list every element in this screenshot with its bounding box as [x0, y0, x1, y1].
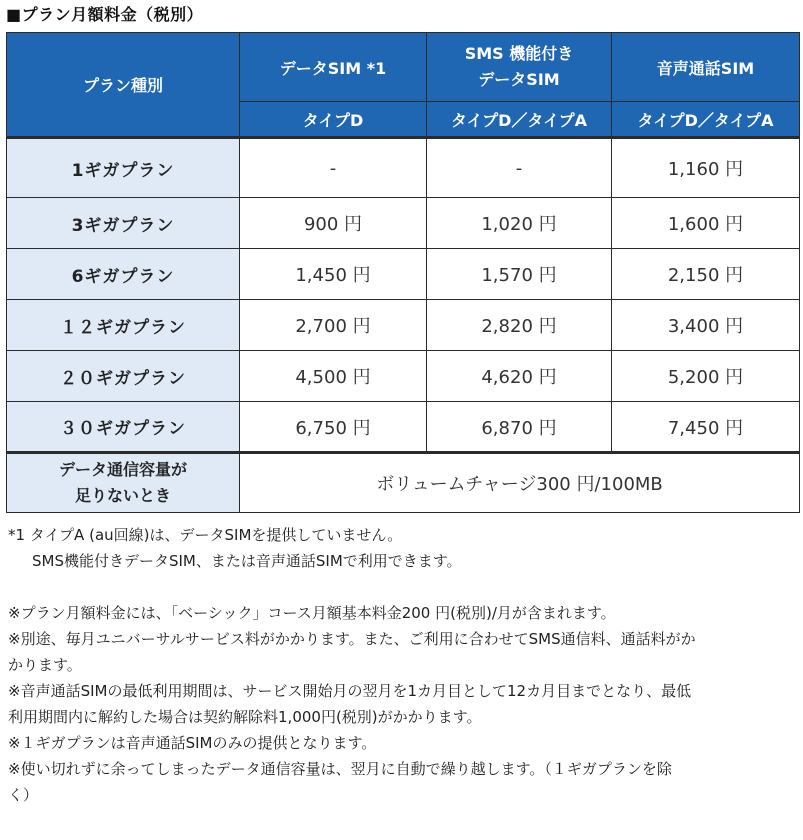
header-sms-data-sim [427, 33, 612, 102]
price-table [6, 32, 800, 513]
note-line: く） [8, 786, 39, 804]
header-sms-line2: データSIM [478, 70, 560, 89]
note-line: ※別途、毎月ユニバーサルサービス料がかかります。また、ご利用に合わせてSMS通信料、通話料がか [8, 630, 696, 648]
table-row [7, 351, 800, 402]
header-sms-line1: SMS 機能付き [464, 44, 574, 63]
footer-label [7, 453, 240, 513]
page-title: ■プラン月額料金（税別） [6, 5, 204, 24]
note-line: ※音声通話SIMの最低利用期間は、サービス開始月の翌月を1カ月目として12カ月目までとなり、最低 [8, 682, 692, 700]
price-voice-sim: 1,600 円 [612, 198, 800, 249]
header-voice-sim: 音声通話SIM [612, 33, 800, 102]
subheader-voice-sim: タイプD／タイプA [612, 102, 800, 138]
note-line: ※使い切れずに余ってしまったデータ通信容量は、翌月に自動で繰り越します。（１ギガプランを除 [8, 760, 672, 778]
price-sms-data-sim: 2,820 円 [427, 300, 612, 351]
note-line: *1 タイプA (au回線)は、データSIMを提供していません。 [8, 526, 403, 544]
notes-section [8, 522, 798, 808]
table-row [7, 138, 800, 198]
plan-name: 1ギガプラン [7, 138, 240, 198]
price-sms-data-sim: 6,870 円 [427, 402, 612, 453]
price-voice-sim: 7,450 円 [612, 402, 800, 453]
plan-name: ３０ギガプラン [7, 402, 240, 453]
price-voice-sim: 5,200 円 [612, 351, 800, 402]
note-line: かります。 [8, 656, 82, 674]
price-data-sim: - [240, 138, 427, 198]
footer-label-line1: データ通信容量が [58, 460, 187, 479]
price-voice-sim: 1,160 円 [612, 138, 800, 198]
price-voice-sim: 3,400 円 [612, 300, 800, 351]
header-data-sim: データSIM *1 [240, 33, 427, 102]
note-line: ※プラン月額料金には、「ベーシック」コース月額基本料金200 円(税別)/月が含まれます。 [8, 604, 616, 622]
table-row [7, 249, 800, 300]
footer-row [7, 453, 800, 513]
note-line: ※１ギガプランは音声通話SIMのみの提供となります。 [8, 734, 377, 752]
table-row [7, 300, 800, 351]
header-plan-type: プラン種別 [7, 33, 240, 138]
price-data-sim: 900 円 [240, 198, 427, 249]
price-sms-data-sim: 4,620 円 [427, 351, 612, 402]
table-row [7, 402, 800, 453]
price-sms-data-sim: 1,020 円 [427, 198, 612, 249]
note-line: 利用期間内に解約した場合は契約解除料1,000円(税別)がかかります。 [8, 708, 482, 726]
price-sms-data-sim: 1,570 円 [427, 249, 612, 300]
plan-name: 6ギガプラン [7, 249, 240, 300]
price-data-sim: 1,450 円 [240, 249, 427, 300]
subheader-data-sim: タイプD [240, 102, 427, 138]
plan-name: １２ギガプラン [7, 300, 240, 351]
footer-label-line2: 足りないとき [74, 486, 171, 505]
price-data-sim: 2,700 円 [240, 300, 427, 351]
volume-charge-value: ボリュームチャージ300 円/100MB [240, 453, 800, 513]
price-data-sim: 6,750 円 [240, 402, 427, 453]
price-voice-sim: 2,150 円 [612, 249, 800, 300]
subheader-sms-data-sim: タイプD／タイプA [427, 102, 612, 138]
plan-name: ２０ギガプラン [7, 351, 240, 402]
price-sms-data-sim: - [427, 138, 612, 198]
note-line: SMS機能付きデータSIM、または音声通話SIMで利用できます。 [32, 552, 462, 570]
plan-name: 3ギガプラン [7, 198, 240, 249]
table-row [7, 198, 800, 249]
price-data-sim: 4,500 円 [240, 351, 427, 402]
